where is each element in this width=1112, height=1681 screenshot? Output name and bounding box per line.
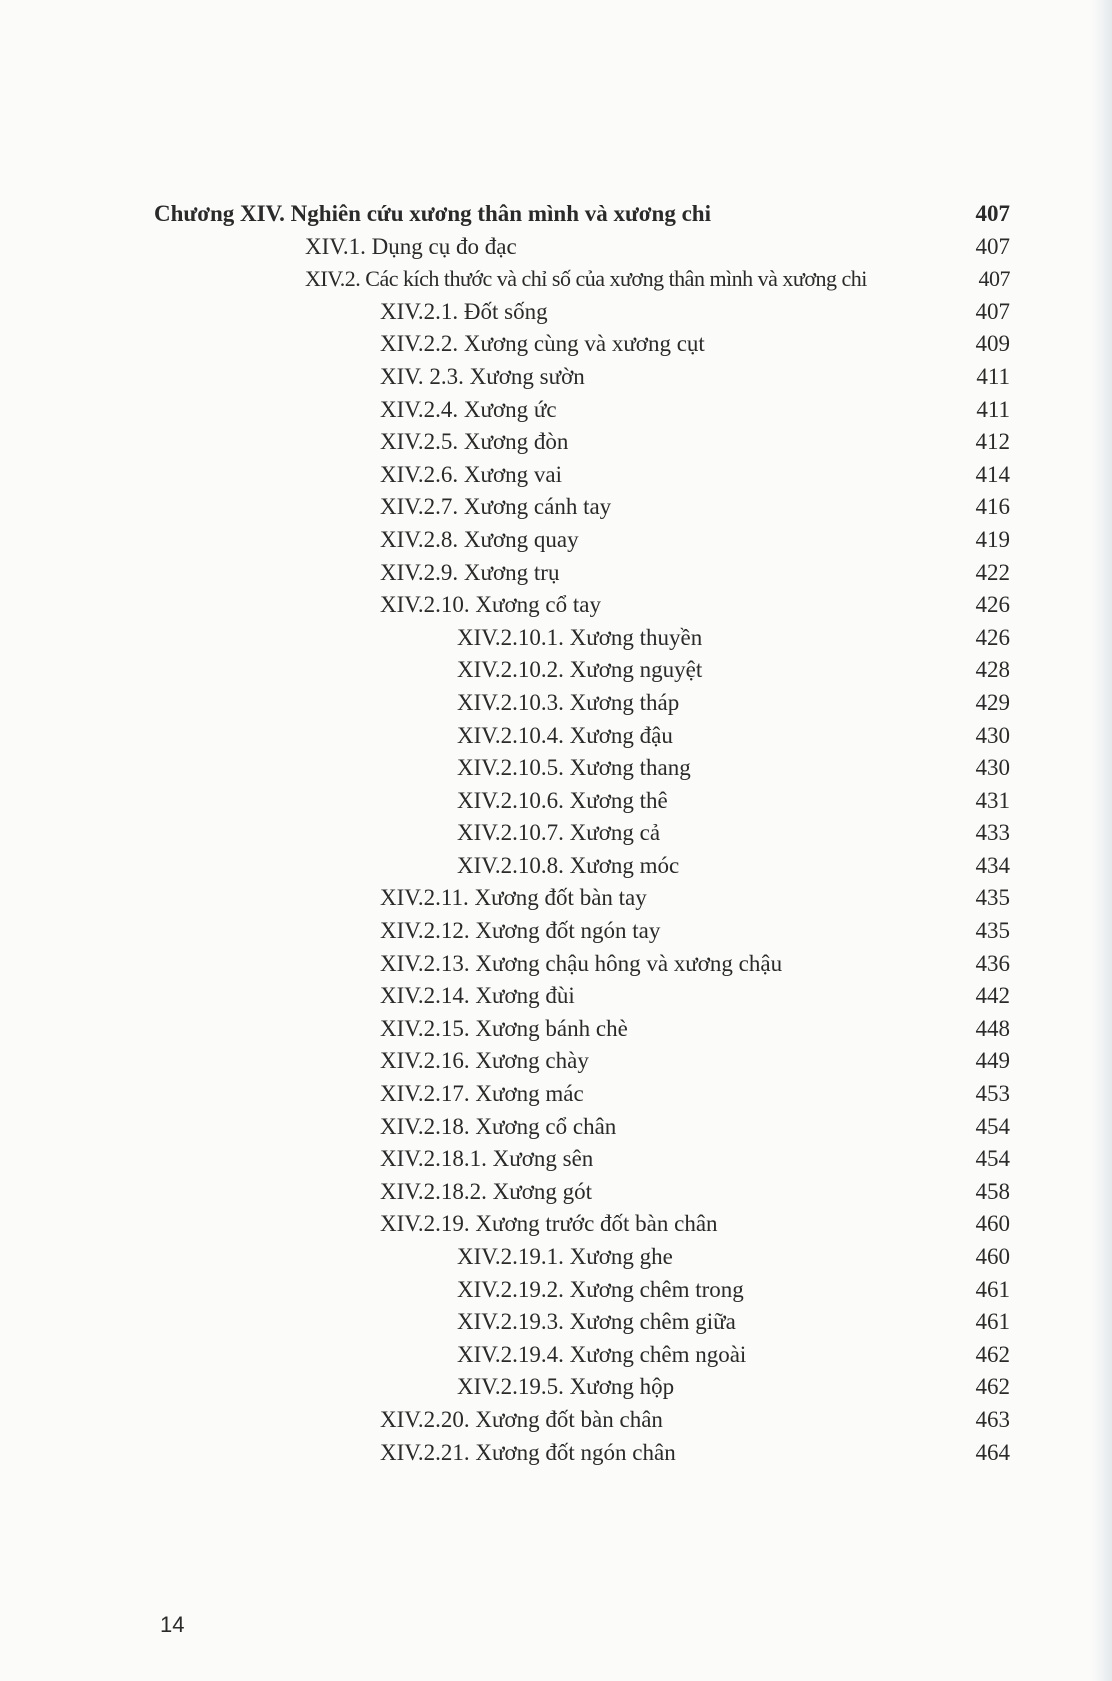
toc-entry	[0, 1339, 1112, 1372]
toc-entry-page: 412	[975, 429, 1010, 455]
toc-entry	[0, 1274, 1112, 1307]
toc-entry-page: 422	[975, 559, 1010, 585]
toc-entry	[0, 882, 1112, 915]
toc-entry-title: XIV.2.10.4. Xương đậu	[457, 722, 673, 748]
toc-entry	[0, 231, 1112, 264]
toc-entry-page: 429	[975, 689, 1010, 715]
toc-entry	[0, 948, 1112, 981]
toc-entry-page: 430	[975, 755, 1010, 781]
toc-entry	[0, 1078, 1112, 1111]
toc-entry-title: XIV.2.19.4. Xương chêm ngoài	[457, 1341, 747, 1367]
toc-entry	[0, 850, 1112, 883]
toc-entry-title: XIV.2.12. Xương đốt ngón tay	[380, 918, 661, 944]
toc-entry-title: XIV.2.19.3. Xương chêm giữa	[457, 1309, 736, 1335]
toc-entry-page: 409	[975, 331, 1010, 357]
toc-entry-page: 407	[975, 233, 1010, 259]
toc-entry	[0, 654, 1112, 687]
toc-entry	[0, 394, 1112, 427]
toc-entry	[0, 1437, 1112, 1470]
toc-entry-page: 433	[975, 820, 1010, 846]
toc-entry	[0, 1111, 1112, 1144]
toc-entry-title: XIV.2.18.2. Xương gót	[380, 1178, 593, 1204]
toc-entry-title: XIV.2.18. Xương cổ chân	[380, 1113, 617, 1139]
toc-entry-title: XIV.2.10.3. Xương tháp	[457, 689, 680, 715]
toc-entry	[0, 1143, 1112, 1176]
toc-entry-title: XIV.2.17. Xương mác	[380, 1081, 584, 1107]
toc-entry-page: 434	[975, 852, 1010, 878]
toc-entry-page: 442	[975, 983, 1010, 1009]
toc-entry	[0, 557, 1112, 590]
toc-entry-title: XIV.2.4. Xương ức	[380, 396, 557, 422]
toc-entry-title: XIV.2.1. Đốt sống	[380, 298, 548, 324]
toc-entry-title: XIV.2.10.6. Xương thê	[457, 787, 668, 813]
toc-entry	[0, 1045, 1112, 1078]
toc-entry-title: XIV.2.10.8. Xương móc	[457, 852, 680, 878]
toc-entry-title: XIV.2.11. Xương đốt bàn tay	[380, 885, 647, 911]
toc-entry-title: XIV.2.10.1. Xương thuyền	[457, 624, 703, 650]
toc-entry	[0, 1208, 1112, 1241]
toc-entry	[0, 1404, 1112, 1437]
toc-entry	[0, 328, 1112, 361]
toc-entry-page: 461	[975, 1276, 1010, 1302]
toc-entry	[0, 198, 1112, 231]
toc-entry-page: 435	[975, 918, 1010, 944]
toc-entry-page: 414	[975, 461, 1010, 487]
toc-entry	[0, 426, 1112, 459]
toc-entry-page: 462	[975, 1341, 1010, 1367]
toc-entry-title: XIV. 2.3. Xương sườn	[380, 363, 585, 389]
toc-entry	[0, 361, 1112, 394]
toc-entry	[0, 720, 1112, 753]
toc-entry-page: 428	[975, 657, 1010, 683]
toc-entry	[0, 589, 1112, 622]
toc-entry-title: XIV.2.7. Xương cánh tay	[380, 494, 612, 520]
toc-entry-page: 449	[975, 1048, 1010, 1074]
toc-entry-title: XIV.2.19.1. Xương ghe	[457, 1244, 673, 1269]
toc-entry-page: 448	[975, 1015, 1010, 1041]
toc-entry	[0, 1241, 1112, 1274]
toc-entry	[0, 785, 1112, 818]
toc-entry-page: 454	[975, 1146, 1010, 1172]
toc-entry-page: 416	[975, 494, 1010, 520]
toc-entry	[0, 817, 1112, 850]
toc-entry-page: 454	[975, 1113, 1010, 1139]
toc-entry-title: XIV.2.8. Xương quay	[380, 526, 579, 552]
toc-entry-title: XIV.2.13. Xương chậu hông và xương chậu	[380, 950, 783, 976]
toc-entry	[0, 622, 1112, 655]
toc-entry-title: Chương XIV. Nghiên cứu xương thân mình và xương chi	[154, 201, 711, 226]
toc-entry-title: XIV.2.14. Xương đùi	[380, 983, 575, 1009]
toc-entry-page: 436	[975, 950, 1010, 976]
toc-entry-page: 426	[975, 592, 1010, 618]
toc-entry	[0, 1371, 1112, 1404]
toc-entry-page: 411	[976, 396, 1010, 422]
toc-entry-title: XIV.2.15. Xương bánh chè	[380, 1015, 628, 1041]
toc-entry	[0, 1013, 1112, 1046]
toc-entry-title: XIV.2.9. Xương trụ	[380, 559, 560, 585]
toc-entry-title: XIV.2.10. Xương cổ tay	[380, 592, 601, 618]
toc-entry-page: 411	[976, 363, 1010, 389]
toc-entry-page: 435	[975, 885, 1010, 911]
page-number: 14	[160, 1612, 185, 1637]
toc-entry-page: 407	[978, 266, 1010, 292]
toc-entry-page: 458	[975, 1178, 1010, 1204]
toc-entry-title: XIV.1. Dụng cụ đo đạc	[305, 233, 517, 259]
toc-entry-title: XIV.2.18.1. Xương sên	[380, 1146, 594, 1172]
toc-entry-page: 430	[975, 722, 1010, 748]
toc-entry	[0, 687, 1112, 720]
toc-entry-page: 463	[975, 1406, 1010, 1432]
toc-entry-page: 460	[975, 1211, 1010, 1237]
toc-entry-page: 431	[975, 787, 1010, 813]
toc-entry-page: 426	[975, 624, 1010, 650]
toc-entry	[0, 263, 1112, 296]
toc-entry	[0, 752, 1112, 785]
toc-entry	[0, 980, 1112, 1013]
toc-entry-page: 407	[975, 201, 1010, 226]
table-of-contents	[0, 198, 1112, 1469]
toc-entry	[0, 459, 1112, 492]
toc-entry	[0, 1176, 1112, 1209]
toc-entry-title: XIV.2.10.5. Xương thang	[457, 755, 691, 781]
toc-entry-title: XIV.2.19.5. Xương hộp	[457, 1374, 675, 1400]
toc-entry-page: 453	[975, 1081, 1010, 1107]
toc-entry-title: XIV.2. Các kích thước và chỉ số của xương thân mình và xương chi	[305, 266, 867, 292]
toc-entry	[0, 491, 1112, 524]
toc-entry-page: 419	[975, 526, 1010, 552]
toc-entry-title: XIV.2.5. Xương đòn	[380, 429, 569, 455]
toc-entry-title: XIV.2.6. Xương vai	[380, 461, 563, 487]
toc-entry	[0, 915, 1112, 948]
toc-entry-page: 461	[975, 1309, 1010, 1335]
toc-entry-title: XIV.2.19.2. Xương chêm trong	[457, 1276, 744, 1302]
toc-entry	[0, 1306, 1112, 1339]
toc-entry-title: XIV.2.21. Xương đốt ngón chân	[380, 1439, 676, 1465]
toc-entry-page: 464	[975, 1439, 1010, 1465]
toc-entry-title: XIV.2.2. Xương cùng và xương cụt	[380, 331, 705, 357]
toc-entry-title: XIV.2.10.2. Xương nguyệt	[457, 657, 703, 683]
toc-entry	[0, 524, 1112, 557]
toc-entry-page: 462	[975, 1374, 1010, 1400]
toc-entry	[0, 296, 1112, 329]
toc-entry-title: XIV.2.19. Xương trước đốt bàn chân	[380, 1211, 718, 1237]
toc-entry-title: XIV.2.16. Xương chày	[380, 1048, 589, 1074]
toc-entry-title: XIV.2.20. Xương đốt bàn chân	[380, 1406, 663, 1432]
toc-entry-title: XIV.2.10.7. Xương cả	[457, 820, 661, 846]
toc-entry-page: 460	[975, 1244, 1010, 1269]
toc-entry-page: 407	[975, 298, 1010, 324]
